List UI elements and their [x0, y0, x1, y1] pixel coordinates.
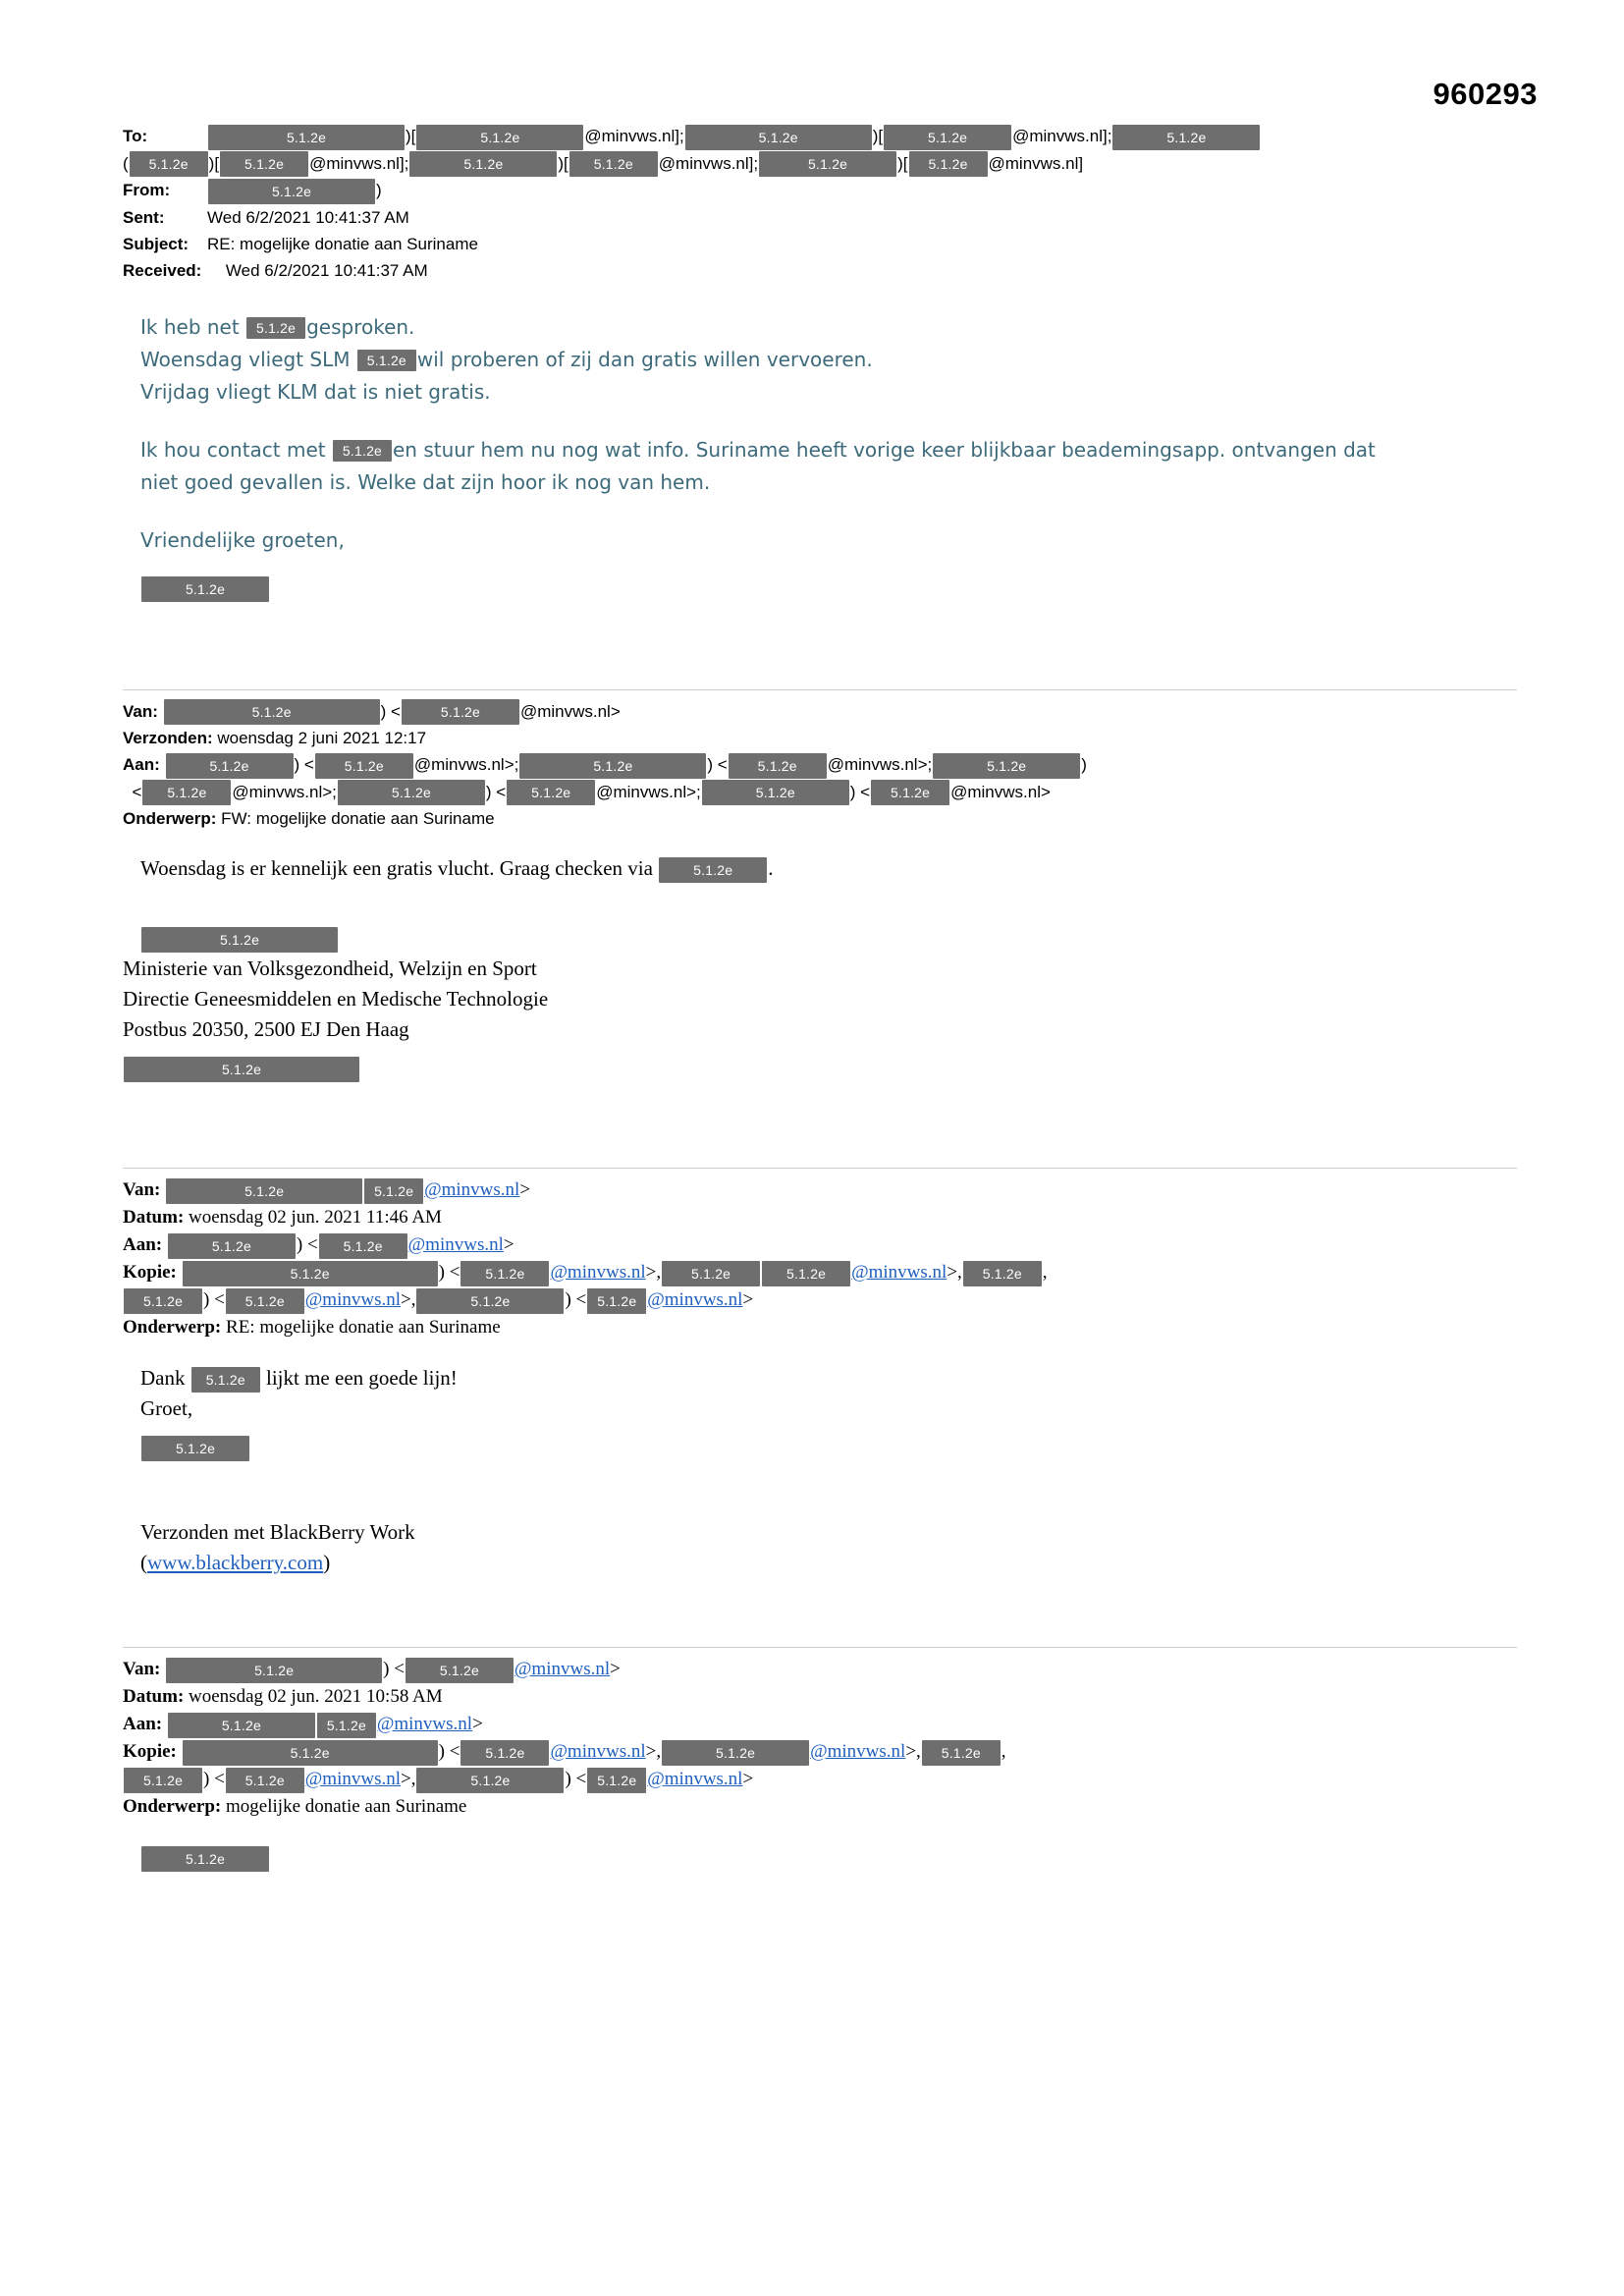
divider: [123, 1647, 1517, 1648]
redaction: 5.1.2e: [587, 1768, 646, 1793]
body-signature: [140, 573, 1517, 605]
redaction: 5.1.2e: [416, 1288, 564, 1314]
redaction: 5.1.2e: [587, 1288, 646, 1314]
redaction: 5.1.2e: [168, 1713, 315, 1738]
redaction: 5.1.2e: [183, 1261, 438, 1286]
quote2-domain-link[interactable]: @minvws.nl: [851, 1262, 947, 1284]
onderwerp-value: RE: mogelijke donatie aan Suriname: [226, 1317, 501, 1339]
body-text: Ik heb net: [140, 314, 240, 339]
sent-label: Sent:: [123, 207, 165, 227]
redaction: 5.1.2e: [759, 151, 896, 177]
bracket: >: [742, 1289, 754, 1311]
email-body: [140, 311, 1517, 605]
quote2-domain-link[interactable]: @minvws.nl: [304, 1289, 401, 1311]
redaction: 5.1.2e: [317, 1713, 376, 1738]
redaction: 5.1.2e: [406, 1658, 514, 1683]
quote3-domain-link[interactable]: @minvws.nl: [647, 1769, 743, 1790]
subject-value: RE: mogelijke donatie aan Suriname: [207, 234, 478, 253]
redaction: 5.1.2e: [909, 151, 988, 177]
received-value: Wed 6/2/2021 10:41:37 AM: [225, 260, 428, 280]
header-row-sent: [123, 204, 1517, 231]
redaction: 5.1.2e: [208, 179, 375, 204]
quote1-domain: @minvws.nl>;: [827, 755, 933, 775]
quote3-redaction-row: [140, 1842, 1517, 1873]
quote3-domain-link[interactable]: @minvws.nl: [550, 1741, 646, 1763]
aan-label: Aan:: [123, 1234, 163, 1256]
quote2-groet: Groet,: [140, 1396, 193, 1421]
header-row-to: To: 5.1.2e )[ 5.1.2e @minvws.nl]; 5.1.2e )[ 5.1.2e @minvws.nl]; 5.1.2e: [123, 123, 1517, 150]
redaction: 5.1.2e: [246, 317, 305, 339]
redaction: 5.1.2e: [402, 699, 519, 725]
aan-label: Aan:: [123, 755, 160, 775]
redaction: 5.1.2e: [519, 753, 706, 779]
van-label: Van:: [123, 1179, 161, 1201]
bracket: >,: [401, 1289, 416, 1311]
quote2-signature-redaction: [140, 1432, 1517, 1462]
quote1-signature-redaction: [140, 923, 1517, 954]
quote2-domain-link[interactable]: @minvws.nl: [647, 1289, 743, 1311]
redaction: 5.1.2e: [208, 125, 405, 150]
redaction: 5.1.2e: [922, 1740, 1001, 1766]
bracket: >: [610, 1659, 621, 1680]
quote3-kopie-row: Kopie: 5.1.2e ) < 5.1.2e @minvws.nl>, 5.1.2e @minvws.nl>, 5.1.2e ,: [123, 1738, 1517, 1766]
quote2-kopie-row: Kopie: 5.1.2e ) < 5.1.2e @minvws.nl>, 5.1.2e 5.1.2e @minvws.nl>, 5.1.2e ,: [123, 1259, 1517, 1286]
onderwerp-label: Onderwerp:: [123, 1796, 222, 1818]
redaction: 5.1.2e: [659, 857, 767, 883]
postal-line: Postbus 20350, 2500 EJ Den Haag: [123, 1017, 409, 1042]
redaction: 5.1.2e: [166, 753, 294, 779]
quote3-body: [140, 1842, 1517, 1873]
datum-label: Datum:: [123, 1207, 185, 1229]
redaction: 5.1.2e: [460, 1740, 549, 1766]
quote2-van-row: [123, 1176, 1517, 1204]
aan-label: Aan:: [123, 1714, 163, 1735]
divider: [123, 689, 1517, 690]
quote2-onderwerp-row: [123, 1314, 1517, 1341]
redaction: 5.1.2e: [130, 151, 208, 177]
to-label: To:: [123, 127, 148, 145]
redaction: 5.1.2e: [662, 1740, 809, 1766]
redaction: 5.1.2e: [409, 151, 557, 177]
bracket: >,: [947, 1262, 962, 1284]
quote1-signature-block: [123, 954, 1517, 1083]
redaction: 5.1.2e: [416, 125, 583, 150]
quote3-van-row: Van: 5.1.2e ) < 5.1.2e @minvws.nl>: [123, 1656, 1517, 1683]
quoted-header-3: [123, 1656, 1517, 1821]
to-domain-1: @minvws.nl];: [584, 127, 684, 145]
redaction: 5.1.2e: [963, 1261, 1042, 1286]
redaction: 5.1.2e: [124, 1057, 359, 1082]
bracket: >,: [905, 1741, 921, 1763]
redaction: 5.1.2e: [364, 1178, 423, 1204]
body-line-4: [140, 434, 1517, 466]
quote3-onderwerp-row: [123, 1793, 1517, 1821]
redaction: 5.1.2e: [460, 1261, 549, 1286]
bracket: >: [472, 1714, 483, 1735]
quote3-domain-link[interactable]: @minvws.nl: [810, 1741, 906, 1763]
bracket: >: [742, 1769, 754, 1790]
email-header: [123, 123, 1517, 284]
redaction: 5.1.2e: [933, 753, 1080, 779]
datum-value: woensdag 02 jun. 2021 10:58 AM: [189, 1686, 443, 1708]
quote1-domain: @minvws.nl>;: [413, 755, 519, 775]
header-row-subject: [123, 231, 1517, 257]
redaction: 5.1.2e: [685, 125, 872, 150]
redaction: 5.1.2e: [1112, 125, 1260, 150]
body-line-1: [140, 311, 1517, 344]
redaction: 5.1.2e: [166, 1658, 382, 1683]
header-row-to-cont: ( 5.1.2e )[ 5.1.2e @minvws.nl]; 5.1.2e )[ 5.1.2e @minvws.nl]; 5.1.2e )[ 5.1.2e @minvws.nl]: [123, 150, 1517, 178]
redaction: 5.1.2e: [124, 1288, 202, 1314]
redaction: 5.1.2e: [884, 125, 1011, 150]
subject-label: Subject:: [123, 234, 189, 253]
redaction: 5.1.2e: [141, 927, 338, 953]
quote1-domain: @minvws.nl>: [519, 701, 621, 721]
van-label: Van:: [123, 1659, 161, 1680]
redaction: 5.1.2e: [124, 1768, 202, 1793]
quote2-text-span: Dank: [140, 1366, 186, 1391]
verzonden-label: Verzonden:: [123, 729, 213, 748]
redaction: 5.1.2e: [338, 780, 485, 805]
redaction: 5.1.2e: [226, 1768, 304, 1793]
redaction: 5.1.2e: [416, 1768, 564, 1793]
quote3-datum-row: [123, 1683, 1517, 1711]
redaction: 5.1.2e: [141, 1846, 269, 1872]
quote1-onderwerp-row: [123, 805, 1517, 832]
onderwerp-label: Onderwerp:: [123, 1317, 222, 1339]
blackberry-url-line: [140, 1548, 1517, 1578]
redaction: 5.1.2e: [871, 780, 949, 805]
bracket: >,: [645, 1741, 662, 1763]
body-text: gesproken.: [306, 314, 415, 339]
paren-close: ): [323, 1551, 331, 1575]
redaction: 5.1.2e: [226, 1288, 304, 1314]
onderwerp-value: mogelijke donatie aan Suriname: [226, 1796, 467, 1818]
redaction: 5.1.2e: [164, 699, 380, 725]
to-domain-3: @minvws.nl];: [309, 153, 409, 173]
blackberry-link[interactable]: www.blackberry.com: [147, 1551, 324, 1575]
document-id: 960293: [1433, 77, 1538, 111]
kopie-label: Kopie:: [123, 1741, 177, 1763]
quote1-aan-row-cont: < 5.1.2e @minvws.nl>; 5.1.2e ) < 5.1.2e @minvws.nl>; 5.1.2e ) < 5.1.2e @minvws.nl>: [123, 779, 1517, 806]
to-domain-4: @minvws.nl];: [658, 153, 759, 173]
redaction: 5.1.2e: [141, 576, 269, 602]
van-label: Van:: [123, 701, 158, 721]
quote2-kopie-row-cont: 5.1.2e ) < 5.1.2e @minvws.nl>, 5.1.2e ) < 5.1.2e @minvws.nl>: [123, 1286, 1517, 1314]
divider: [123, 1168, 1517, 1169]
redaction: 5.1.2e: [166, 1178, 362, 1204]
blackberry-line: Verzonden met BlackBerry Work: [140, 1520, 415, 1545]
to-domain-2: @minvws.nl];: [1012, 127, 1112, 145]
redaction: 5.1.2e: [333, 440, 392, 462]
redaction: 5.1.2e: [357, 350, 416, 371]
kopie-label: Kopie:: [123, 1262, 177, 1284]
redaction: 5.1.2e: [191, 1367, 260, 1393]
redaction: 5.1.2e: [569, 151, 658, 177]
quote2-domain-link[interactable]: @minvws.nl: [424, 1179, 520, 1201]
redaction: 5.1.2e: [141, 1436, 249, 1461]
quote1-domain: @minvws.nl>: [950, 782, 1051, 801]
paren-open: (: [140, 1551, 147, 1575]
redaction: 5.1.2e: [662, 1261, 760, 1286]
quote3-domain-link[interactable]: @minvws.nl: [514, 1659, 611, 1680]
quote1-verzonden-row: [123, 725, 1517, 751]
redaction: 5.1.2e: [729, 753, 827, 779]
from-label: From:: [123, 181, 171, 200]
quote3-aan-row: [123, 1711, 1517, 1738]
quote1-body: [140, 853, 1517, 954]
quote3-domain-link[interactable]: @minvws.nl: [376, 1714, 473, 1735]
quote1-domain: @minvws.nl>;: [232, 782, 337, 801]
signature-redaction-row: [123, 1053, 1517, 1083]
quote2-aan-row: Aan: 5.1.2e ) < 5.1.2e @minvws.nl>: [123, 1231, 1517, 1259]
header-row-from: From: 5.1.2e ): [123, 177, 1517, 204]
body-text: en stuur hem nu nog wat info. Suriname heeft vorige keer blijkbaar beademingsapp. ontvangen dat: [392, 437, 1376, 462]
quote2-domain-link[interactable]: @minvws.nl: [550, 1262, 646, 1284]
onderwerp-label: Onderwerp:: [123, 809, 217, 829]
quote3-domain-link[interactable]: @minvws.nl: [304, 1769, 401, 1790]
quote1-text-span: Woensdag is er kennelijk een gratis vlucht. Graag checken via: [140, 856, 653, 881]
quote2-datum-row: [123, 1204, 1517, 1231]
quote1-text-end: .: [768, 856, 774, 881]
bracket: >,: [401, 1769, 416, 1790]
redaction: 5.1.2e: [319, 1233, 407, 1259]
quoted-header-1: [123, 698, 1517, 833]
redaction: 5.1.2e: [142, 780, 231, 805]
document-content: [123, 123, 1517, 1873]
body-text: Woensdag vliegt SLM: [140, 347, 351, 371]
directorate-line: Directie Geneesmiddelen en Medische Technologie: [123, 987, 549, 1011]
header-row-received: [123, 257, 1517, 284]
bracket: >: [503, 1234, 514, 1256]
quote2-domain-link[interactable]: @minvws.nl: [407, 1234, 504, 1256]
quote2-text: [140, 1363, 1517, 1394]
datum-value: woensdag 02 jun. 2021 11:46 AM: [189, 1207, 442, 1229]
redaction: 5.1.2e: [762, 1261, 850, 1286]
quote1-domain: @minvws.nl>;: [596, 782, 701, 801]
to-domain-5: @minvws.nl]: [988, 153, 1084, 173]
body-line-3: Vrijdag vliegt KLM dat is niet gratis.: [140, 379, 491, 404]
verzonden-value: woensdag 2 juni 2021 12:17: [217, 729, 427, 748]
ministry-line: Ministerie van Volksgezondheid, Welzijn en Sport: [123, 957, 537, 981]
body-closing: Vriendelijke groeten,: [140, 527, 345, 552]
bracket: >: [519, 1179, 531, 1201]
quote2-body: [140, 1363, 1517, 1578]
quote1-text: [140, 853, 1517, 884]
body-line-5: niet goed gevallen is. Welke dat zijn hoor ik nog van hem.: [140, 469, 711, 494]
quote1-aan-row: Aan: 5.1.2e ) < 5.1.2e @minvws.nl>; 5.1.2e ) < 5.1.2e @minvws.nl>; 5.1.2e ): [123, 751, 1517, 779]
body-text: wil proberen of zij dan gratis willen vervoeren.: [416, 347, 873, 371]
redaction: 5.1.2e: [183, 1740, 438, 1766]
redaction: 5.1.2e: [702, 780, 849, 805]
quote1-van-row: Van: 5.1.2e ) < 5.1.2e @minvws.nl>: [123, 698, 1517, 726]
redaction: 5.1.2e: [315, 753, 413, 779]
datum-label: Datum:: [123, 1686, 185, 1708]
quote2-text-span: lijkt me een goede lijn!: [266, 1366, 458, 1391]
redaction: 5.1.2e: [507, 780, 595, 805]
redaction: 5.1.2e: [168, 1233, 296, 1259]
body-line-2: [140, 344, 1517, 376]
bracket: >,: [645, 1262, 662, 1284]
received-label: Received:: [123, 260, 202, 280]
onderwerp-value: FW: mogelijke donatie aan Suriname: [221, 809, 495, 829]
sent-value: Wed 6/2/2021 10:41:37 AM: [207, 207, 409, 227]
quoted-header-2: [123, 1176, 1517, 1341]
body-text: Ik hou contact met: [140, 437, 326, 462]
quote3-kopie-row-cont: 5.1.2e ) < 5.1.2e @minvws.nl>, 5.1.2e ) < 5.1.2e @minvws.nl>: [123, 1766, 1517, 1793]
redaction: 5.1.2e: [220, 151, 308, 177]
